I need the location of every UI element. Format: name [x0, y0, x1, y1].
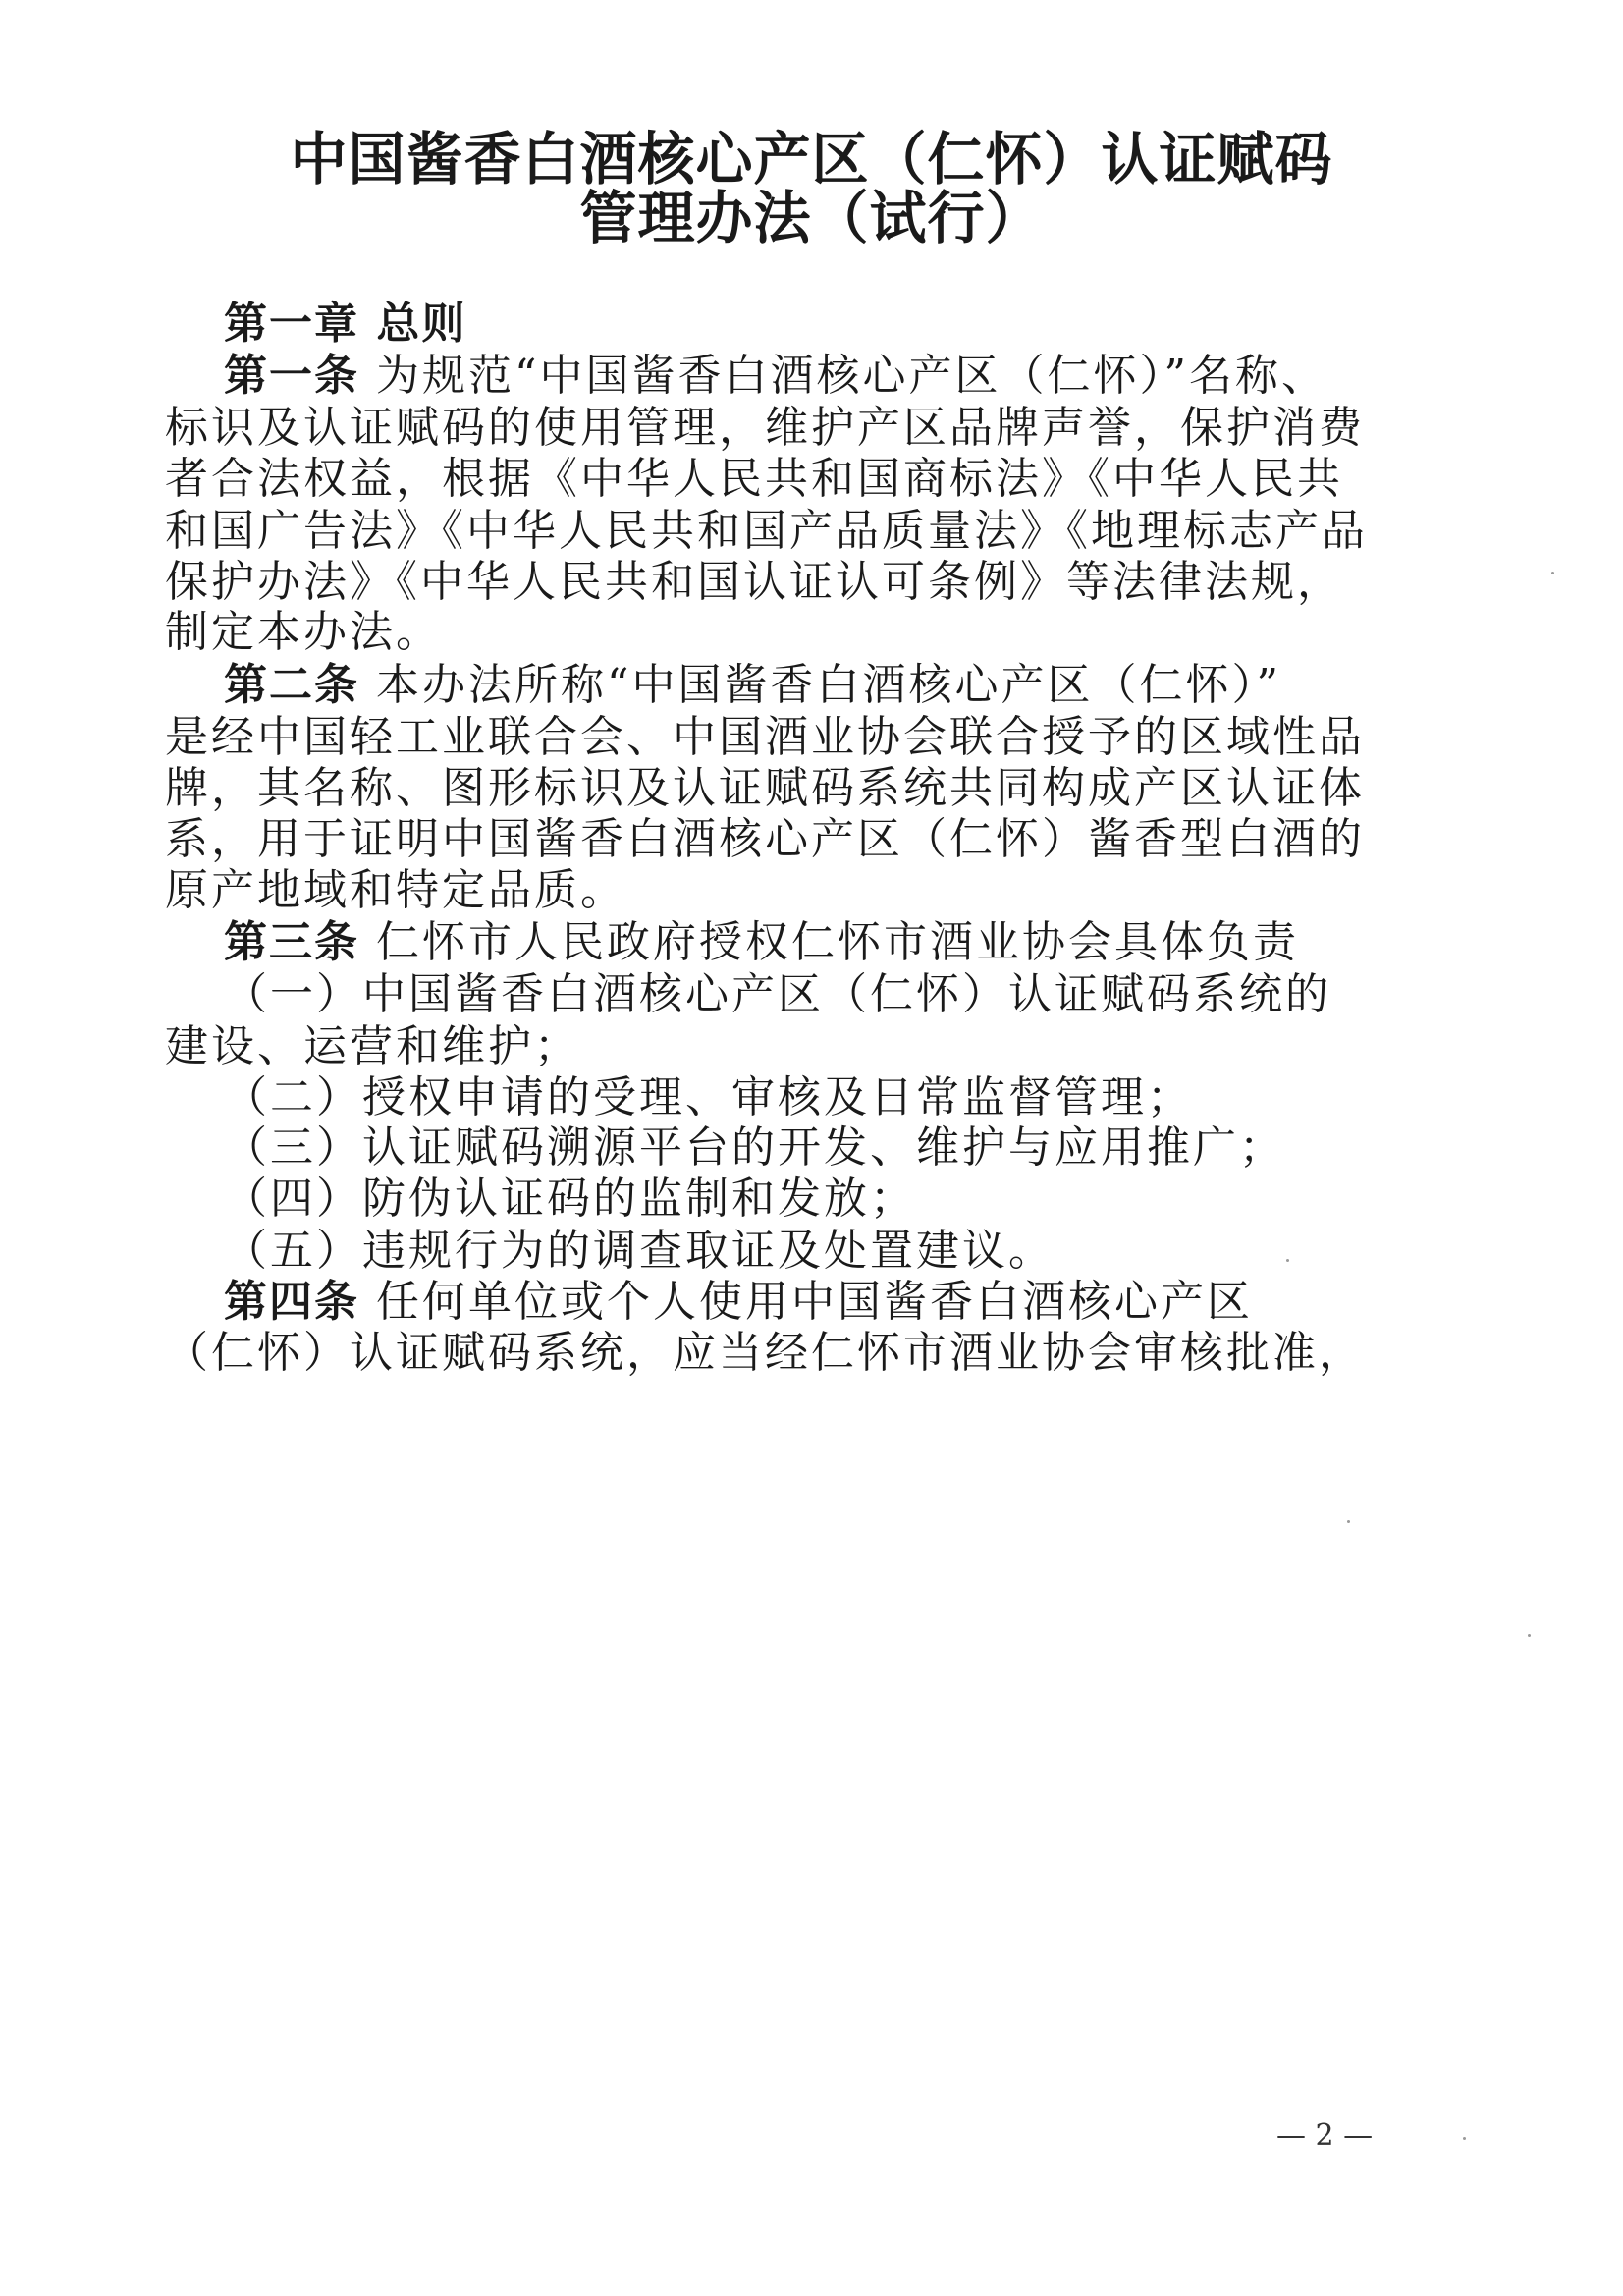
article-3-item-3: （三）认证赋码溯源平台的开发、维护与应用推广；	[224, 1122, 1285, 1173]
chapter-heading: 第一章 总则	[224, 299, 467, 349]
scan-speck	[1286, 1259, 1289, 1262]
article-1-line-5: 保护办法》《中华人民共和国认证认可条例》等法律法规，	[165, 557, 1343, 607]
article-3-label: 第三条	[224, 917, 359, 967]
page-number: — 2 —	[1276, 2118, 1374, 2153]
article-2-first-line	[224, 660, 1281, 710]
article-1-line-4: 和国广告法》《中华人民共和国产品质量法》《地理标志产品	[165, 506, 1368, 556]
document-title-line-1: 中国酱香白酒核心产区（仁怀）认证赋码	[290, 126, 1333, 192]
article-2-text: 本办法所称“中国酱香白酒核心产区（仁怀）”	[376, 660, 1281, 710]
document-title-line-2: 管理办法（试行）	[579, 185, 1044, 251]
article-2-line-4: 系，用于证明中国酱香白酒核心产区（仁怀）酱香型白酒的	[165, 814, 1365, 864]
article-1-line-3: 者合法权益，根据《中华人民共和国商标法》《中华人民共	[165, 454, 1343, 504]
article-3-item-1-line-1: （一）中国酱香白酒核心产区（仁怀）认证赋码系统的	[224, 969, 1331, 1019]
article-3-item-1-line-2: 建设、运营和维护；	[165, 1021, 580, 1071]
article-4-line-2: （仁怀）认证赋码系统，应当经仁怀市酒业协会审核批准，	[165, 1328, 1365, 1378]
article-4-text: 任何单位或个人使用中国酱香白酒核心产区	[376, 1277, 1253, 1327]
article-1-line-6: 制定本办法。	[165, 607, 442, 657]
article-1-line-2: 标识及认证赋码的使用管理，维护产区品牌声誉，保护消费	[165, 403, 1365, 453]
article-1-label: 第一条	[224, 351, 359, 401]
article-2-line-2: 是经中国轻工业联合会、中国酒业协会联合授予的区域性品	[165, 712, 1365, 762]
article-2-label: 第二条	[224, 660, 359, 710]
article-2-line-5: 原产地域和特定品质。	[165, 865, 626, 915]
scan-speck	[1347, 1520, 1350, 1523]
scan-speck	[1551, 572, 1554, 574]
article-3-text: 仁怀市人民政府授权仁怀市酒业协会具体负责	[376, 917, 1299, 967]
article-4-label: 第四条	[224, 1277, 359, 1327]
article-4-first-line	[224, 1277, 1253, 1327]
article-1-text: 为规范“中国酱香白酒核心产区（仁怀）”名称、	[376, 351, 1327, 401]
scan-speck	[1463, 2137, 1466, 2140]
article-2-line-3: 牌，其名称、图形标识及认证赋码系统共同构成产区认证体	[165, 763, 1365, 813]
article-3-item-2: （二）授权申请的受理、审核及日常监督管理；	[224, 1072, 1193, 1122]
article-3-item-5: （五）违规行为的调查取证及处置建议。	[224, 1226, 1055, 1276]
scan-speck	[1528, 1634, 1531, 1637]
article-3-item-4: （四）防伪认证码的监制和发放；	[224, 1174, 916, 1224]
article-1-first-line	[224, 351, 1327, 401]
article-3-first-line	[224, 917, 1299, 967]
